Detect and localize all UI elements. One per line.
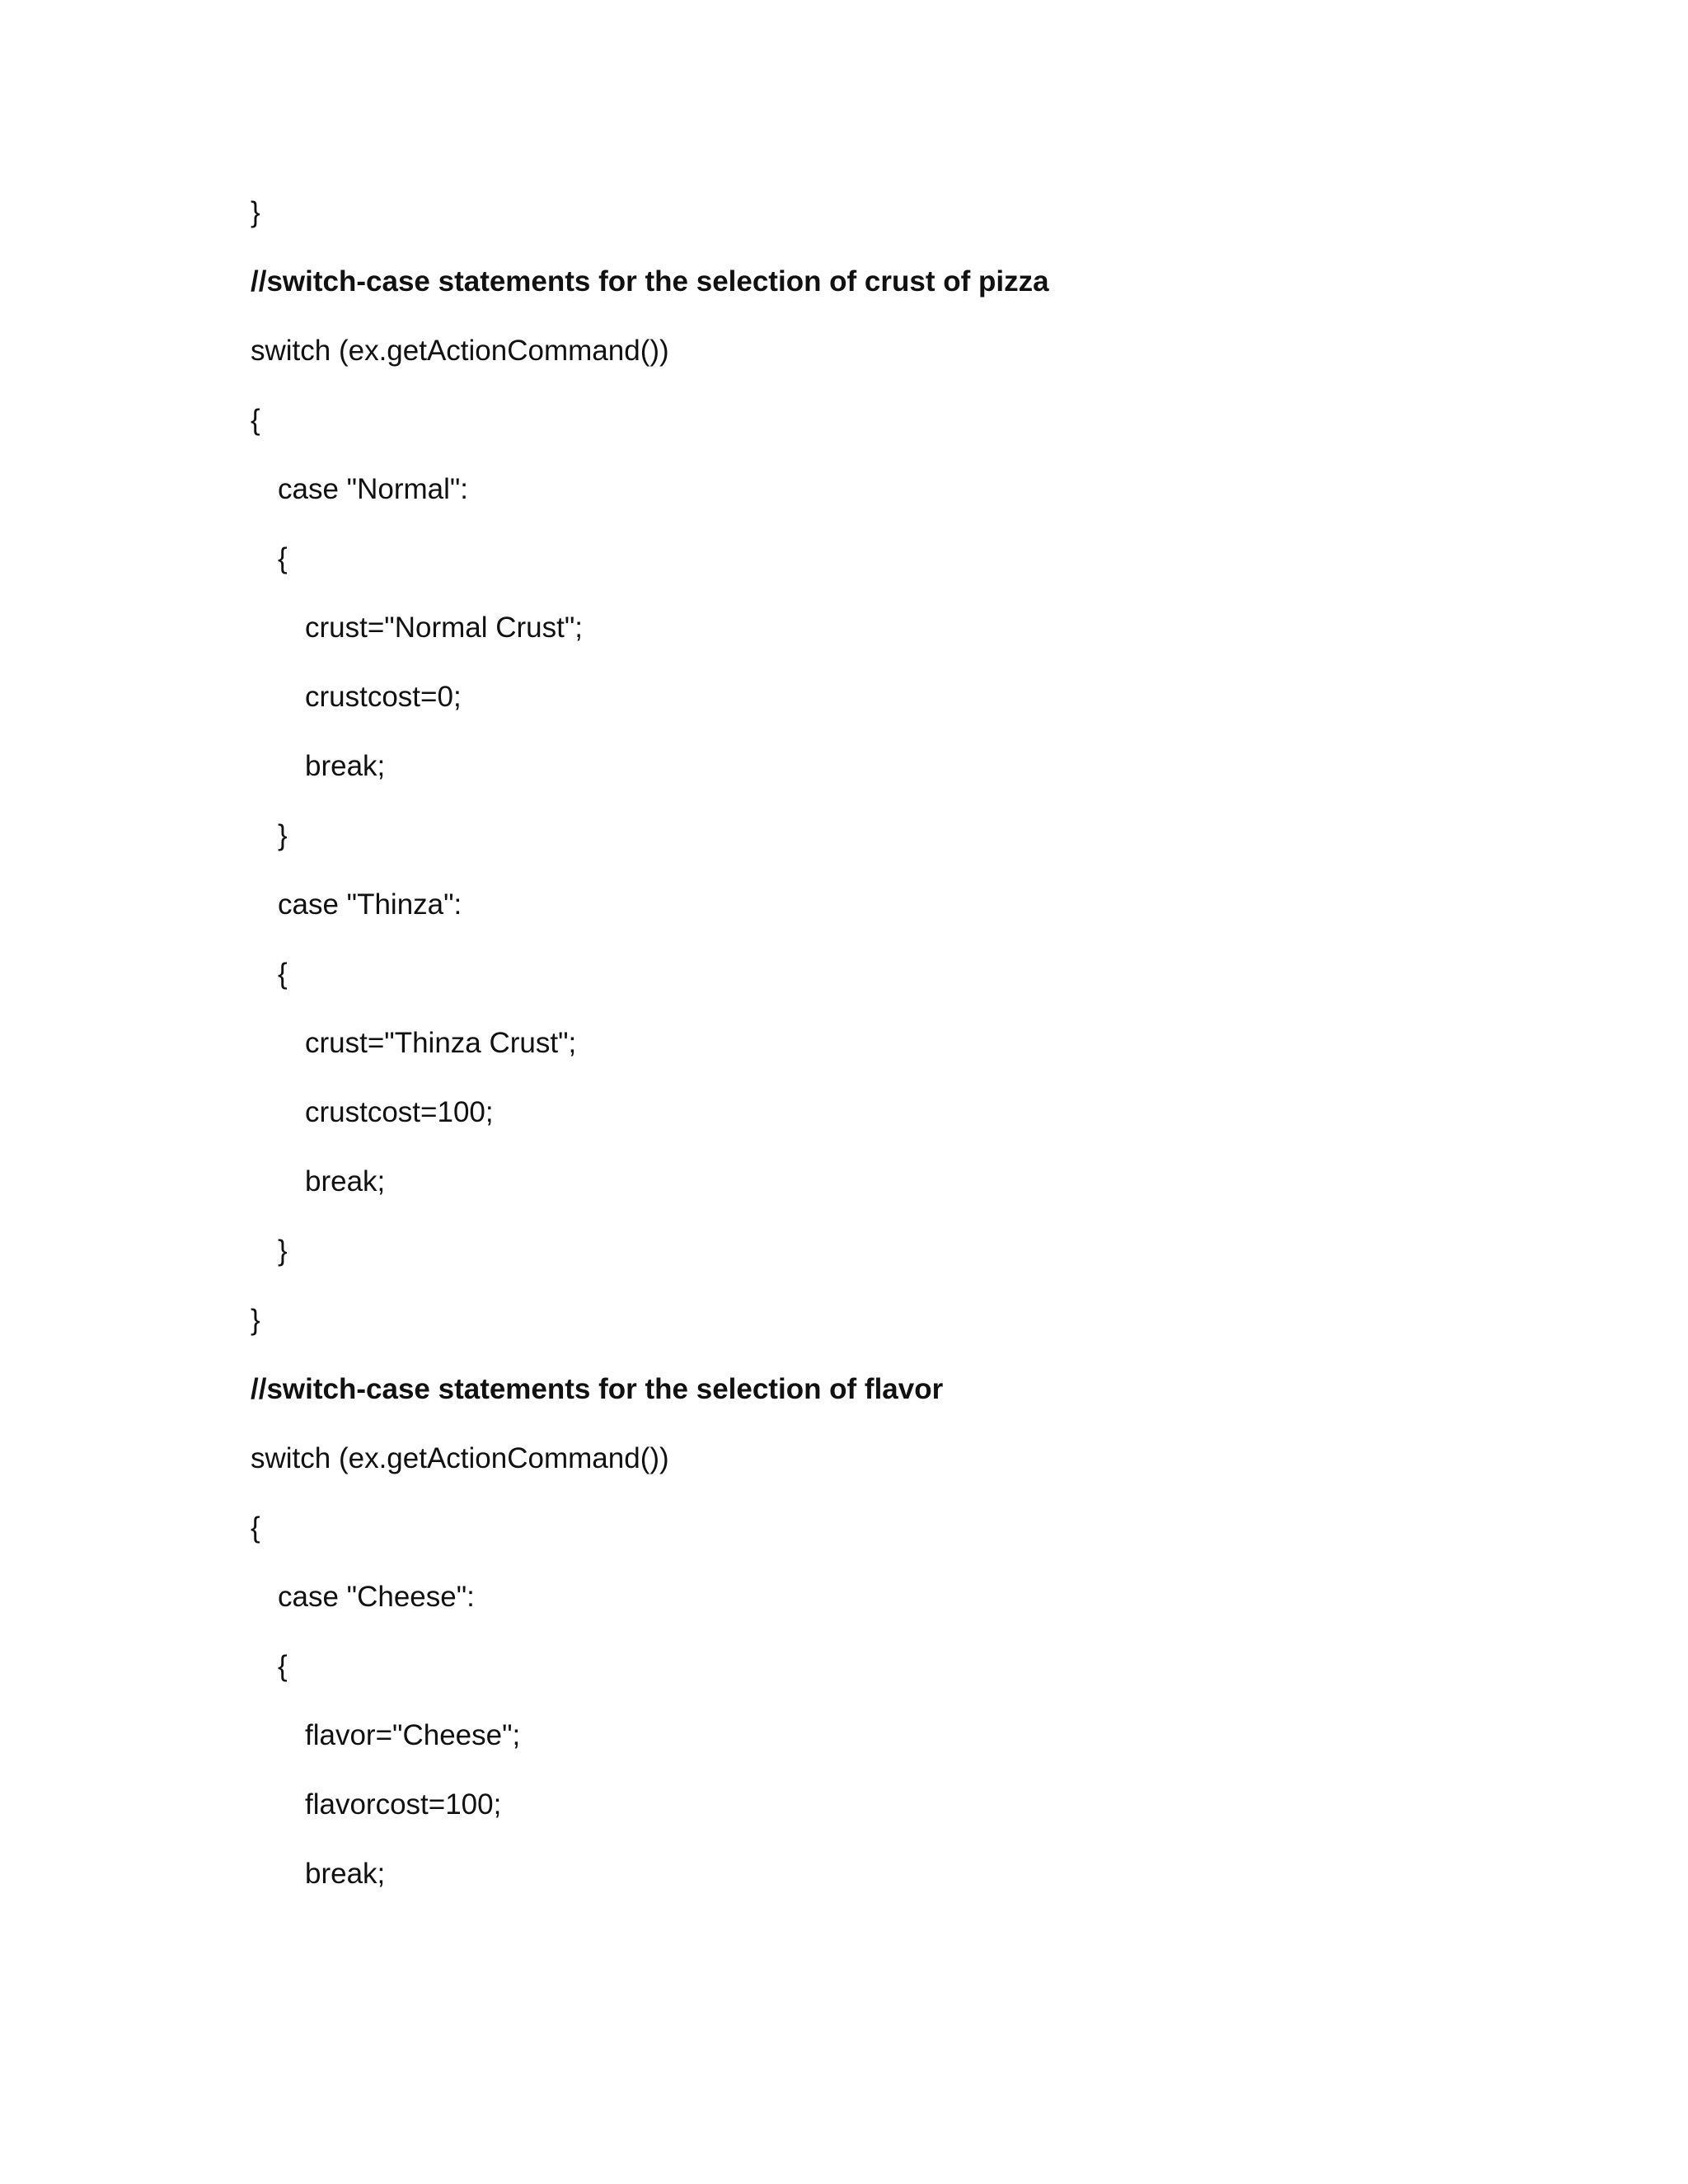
code-line-1: } [251, 196, 260, 228]
code-line-23: flavor="Cheese"; [305, 1719, 521, 1751]
code-line-4: { [251, 404, 260, 436]
code-line-20: { [251, 1511, 260, 1544]
code-line-6: { [278, 542, 288, 574]
code-line-12: { [278, 958, 288, 990]
code-line-10: } [278, 819, 288, 851]
code-line-7: crust="Normal Crust"; [305, 612, 583, 644]
code-line-11: case "Thinza": [278, 888, 462, 921]
code-line-22: { [278, 1650, 288, 1682]
code-line-25: break; [305, 1858, 386, 1890]
code-line-16: } [278, 1235, 288, 1267]
code-line-5: case "Normal": [278, 473, 469, 505]
code-line-15: break; [305, 1165, 386, 1197]
code-line-8: crustcost=0; [305, 681, 462, 713]
code-line-21: case "Cheese": [278, 1581, 475, 1613]
code-line-13: crust="Thinza Crust"; [305, 1027, 577, 1059]
code-comment-flavor: //switch-case statements for the selection of flavor [251, 1373, 944, 1405]
code-line-9: break; [305, 750, 386, 782]
code-line-24: flavorcost=100; [305, 1788, 502, 1821]
code-comment-crust: //switch-case statements for the selection of crust of pizza [251, 265, 1049, 298]
code-line-14: crustcost=100; [305, 1096, 494, 1128]
code-line-3: switch (ex.getActionCommand()) [251, 335, 669, 367]
code-line-19: switch (ex.getActionCommand()) [251, 1442, 669, 1474]
code-line-17: } [251, 1304, 260, 1336]
